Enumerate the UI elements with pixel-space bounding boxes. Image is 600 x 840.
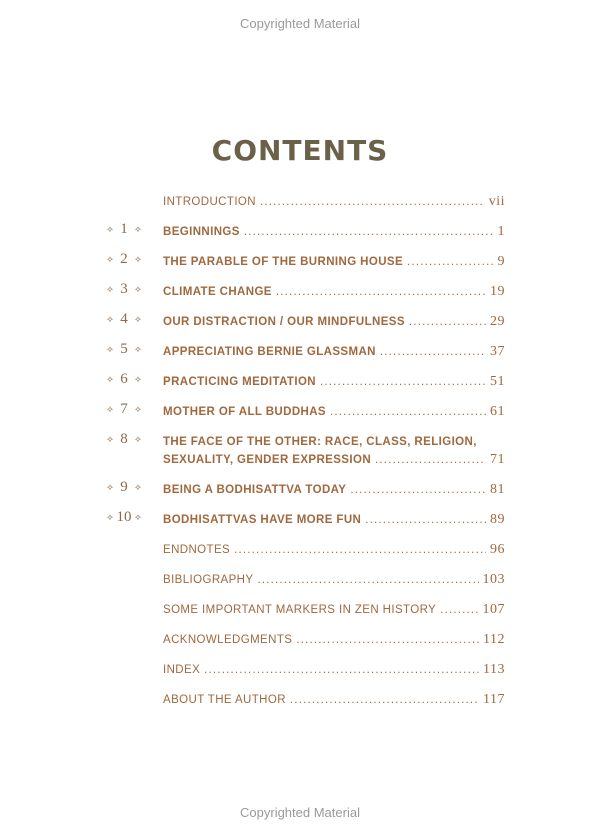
toc-entry[interactable] <box>0 280 600 310</box>
page-number: 112 <box>483 632 505 647</box>
page-number: 1 <box>497 224 505 239</box>
entry-text <box>163 511 505 529</box>
dot-leader <box>234 541 486 559</box>
toc-entry[interactable] <box>0 568 600 598</box>
entry-title: MOTHER OF ALL BUDDHAS <box>163 406 327 418</box>
ornament-left-icon: ⟡ <box>107 374 113 385</box>
toc-entry[interactable] <box>0 250 600 280</box>
toc-entry[interactable] <box>0 370 600 400</box>
ornament-right-icon: ⟡ <box>135 224 141 235</box>
toc-entry[interactable] <box>0 538 600 568</box>
chapter-number <box>104 251 158 268</box>
ornament-right-icon: ⟡ <box>135 284 141 295</box>
entry-line <box>163 283 505 301</box>
page-number: 103 <box>482 572 505 587</box>
ornament-right-icon: ⟡ <box>135 254 141 265</box>
entry-text <box>163 283 505 301</box>
entry-line <box>163 373 505 391</box>
page-number: 96 <box>490 542 505 557</box>
toc-entry[interactable] <box>0 688 600 718</box>
ornament-right-icon: ⟡ <box>135 512 141 523</box>
ornament-left-icon: ⟡ <box>107 344 113 355</box>
entry-line <box>163 601 505 619</box>
toc-entry[interactable] <box>0 628 600 658</box>
entry-text <box>163 601 505 619</box>
entry-line <box>163 253 505 271</box>
toc-entry[interactable] <box>0 430 600 478</box>
dot-leader <box>204 661 479 679</box>
page-number: 9 <box>497 254 505 269</box>
entry-line <box>163 571 505 589</box>
entry-title: ACKNOWLEDGMENTS <box>163 634 293 646</box>
dot-leader <box>440 601 478 619</box>
dot-leader <box>375 451 486 469</box>
entry-text <box>163 631 505 649</box>
chapter-number-value: 7 <box>120 401 128 417</box>
entry-text <box>163 403 505 421</box>
page-number: 19 <box>490 284 505 299</box>
entry-title: THE FACE OF THE OTHER: RACE, CLASS, RELIGION, <box>163 436 477 448</box>
ornament-left-icon: ⟡ <box>107 512 113 523</box>
entry-line <box>163 343 505 361</box>
dot-leader <box>380 343 486 361</box>
page-number: 37 <box>490 344 505 359</box>
chapter-number <box>104 479 158 496</box>
entry-line <box>163 313 505 331</box>
ornament-left-icon: ⟡ <box>107 254 113 265</box>
dot-leader <box>290 691 479 709</box>
entry-text <box>163 691 505 709</box>
page-number: 81 <box>490 482 505 497</box>
chapter-number-value: 10 <box>116 509 132 525</box>
page-number: 71 <box>490 452 505 467</box>
entry-text <box>163 661 505 679</box>
ornament-right-icon: ⟡ <box>135 344 141 355</box>
chapter-number <box>104 341 158 358</box>
chapter-number-value: 6 <box>120 371 128 387</box>
entry-title: BEGINNINGS <box>163 226 240 238</box>
entry-title: THE PARABLE OF THE BURNING HOUSE <box>163 256 404 268</box>
entry-title: INTRODUCTION <box>163 196 256 208</box>
chapter-number-value: 1 <box>120 221 128 237</box>
ornament-left-icon: ⟡ <box>107 482 113 493</box>
chapter-number <box>104 281 158 298</box>
toc-entry[interactable] <box>0 658 600 688</box>
chapter-number-value: 4 <box>120 311 128 327</box>
entry-text <box>163 223 505 241</box>
entry-text <box>163 253 505 271</box>
toc-entry[interactable] <box>0 400 600 430</box>
entry-title: SOME IMPORTANT MARKERS IN ZEN HISTORY <box>163 604 437 616</box>
page-number: 29 <box>490 314 505 329</box>
dot-leader <box>330 403 486 421</box>
entry-title: BEING A BODHISATTVA TODAY <box>163 484 347 496</box>
entry-text <box>163 193 505 211</box>
chapter-number-value: 5 <box>120 341 128 357</box>
dot-leader <box>260 193 485 211</box>
chapter-number-value: 8 <box>120 431 128 447</box>
ornament-left-icon: ⟡ <box>107 224 113 235</box>
entry-text <box>163 571 505 589</box>
toc-entry[interactable] <box>0 310 600 340</box>
ornament-left-icon: ⟡ <box>107 404 113 415</box>
table-of-contents <box>0 190 600 718</box>
entry-text <box>163 313 505 331</box>
entry-line <box>163 193 505 211</box>
dot-leader <box>320 373 486 391</box>
dot-leader <box>407 253 493 271</box>
entry-line <box>163 661 505 679</box>
watermark-bottom: Copyrighted Material <box>240 805 360 820</box>
chapter-number-value: 9 <box>120 479 128 495</box>
toc-entry[interactable] <box>0 220 600 250</box>
entry-title: OUR DISTRACTION / OUR MINDFULNESS <box>163 316 405 328</box>
entry-line <box>163 223 505 241</box>
entry-line <box>163 451 505 469</box>
ornament-left-icon: ⟡ <box>107 314 113 325</box>
entry-text <box>163 343 505 361</box>
page-number: 51 <box>490 374 505 389</box>
watermark-top: Copyrighted Material <box>240 16 360 31</box>
chapter-number-value: 3 <box>120 281 128 297</box>
ornament-right-icon: ⟡ <box>135 482 141 493</box>
dot-leader <box>365 511 486 529</box>
toc-entry[interactable] <box>0 598 600 628</box>
ornament-right-icon: ⟡ <box>135 314 141 325</box>
entry-title: ABOUT THE AUTHOR <box>163 694 286 706</box>
ornament-left-icon: ⟡ <box>107 284 113 295</box>
page-number: 89 <box>490 512 505 527</box>
dot-leader <box>296 631 479 649</box>
entry-title: ENDNOTES <box>163 544 231 556</box>
chapter-number <box>104 431 158 448</box>
entry-text <box>163 481 505 499</box>
page-number: 117 <box>483 692 505 707</box>
page-number: vii <box>488 194 505 209</box>
dot-leader <box>276 283 486 301</box>
dot-leader <box>257 571 478 589</box>
entry-title: CLIMATE CHANGE <box>163 286 272 298</box>
entry-title: PRACTICING MEDITATION <box>163 376 316 388</box>
dot-leader <box>409 313 486 331</box>
entry-text <box>163 373 505 391</box>
chapter-number <box>104 509 158 526</box>
toc-entry[interactable] <box>0 478 600 508</box>
dot-leader <box>350 481 486 499</box>
page-title: CONTENTS <box>211 134 389 167</box>
page-number: 107 <box>482 602 505 617</box>
chapter-number <box>104 371 158 388</box>
ornament-right-icon: ⟡ <box>135 404 141 415</box>
chapter-number <box>104 401 158 418</box>
page-number: 61 <box>490 404 505 419</box>
ornament-right-icon: ⟡ <box>135 434 141 445</box>
entry-line <box>163 481 505 499</box>
entry-title-continued: SEXUALITY, GENDER EXPRESSION <box>163 454 372 466</box>
entry-line <box>163 403 505 421</box>
ornament-left-icon: ⟡ <box>107 434 113 445</box>
entry-line <box>163 511 505 529</box>
toc-entry[interactable] <box>0 508 600 538</box>
entry-line <box>163 541 505 559</box>
entry-title: INDEX <box>163 664 201 676</box>
ornament-right-icon: ⟡ <box>135 374 141 385</box>
entry-line <box>163 631 505 649</box>
toc-entry[interactable] <box>0 340 600 370</box>
page-number: 113 <box>483 662 505 677</box>
entry-line <box>163 691 505 709</box>
chapter-number-value: 2 <box>120 251 128 267</box>
chapter-number <box>104 221 158 238</box>
toc-entry[interactable] <box>0 190 600 220</box>
chapter-number <box>104 311 158 328</box>
entry-text <box>163 541 505 559</box>
dot-leader <box>244 223 494 241</box>
entry-title: BODHISATTVAS HAVE MORE FUN <box>163 514 362 526</box>
entry-title: APPRECIATING BERNIE GLASSMAN <box>163 346 376 358</box>
entry-title: BIBLIOGRAPHY <box>163 574 254 586</box>
entry-text <box>163 433 505 469</box>
